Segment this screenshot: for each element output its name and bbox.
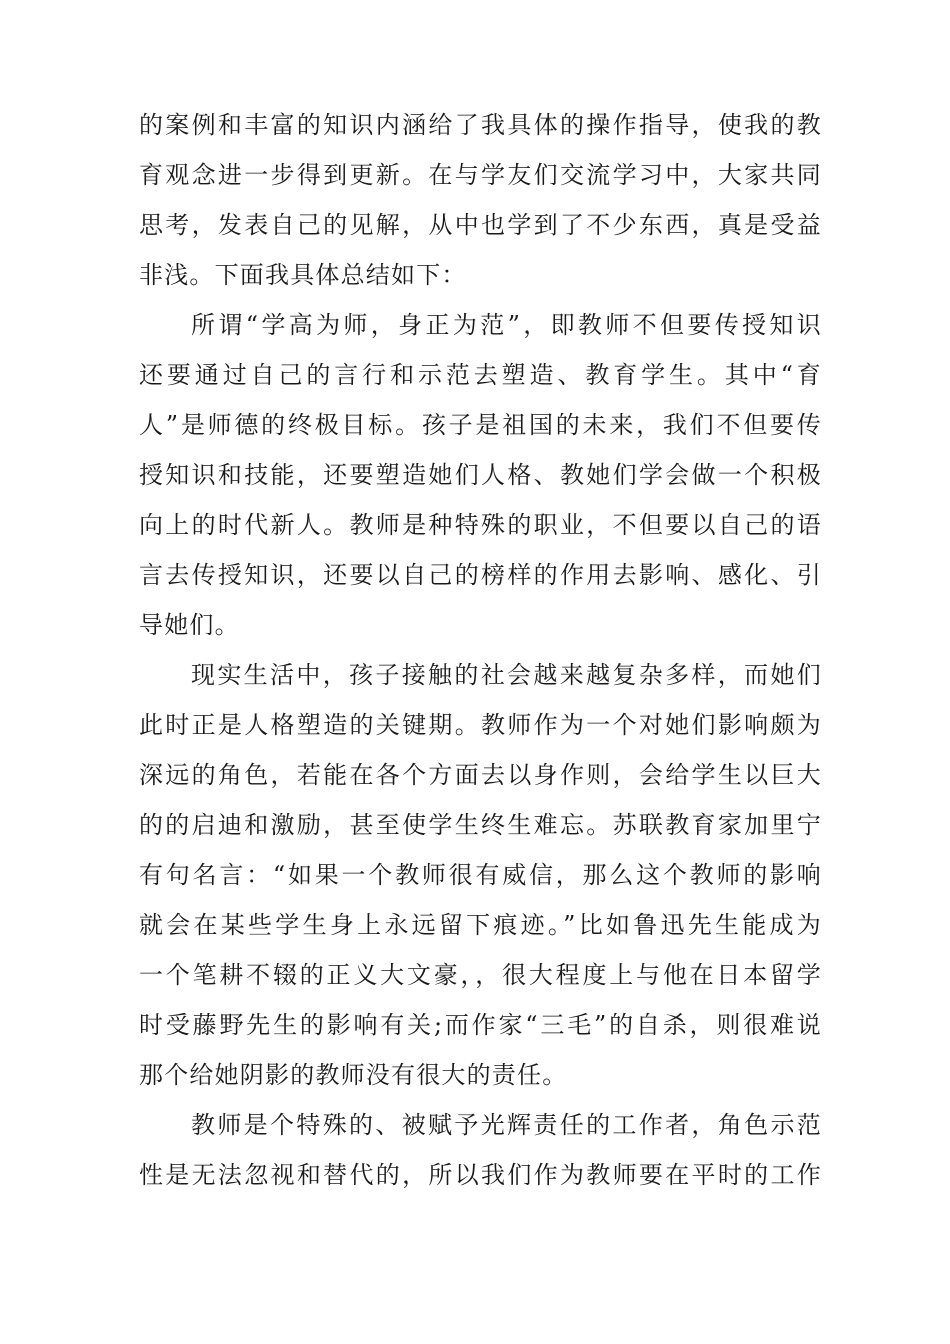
document-body — [139, 100, 822, 1200]
text-line: 的的启迪和激励，甚至使学生终生难忘。苏联教育家加里宁 — [139, 811, 822, 839]
text-line: 非浅。下面我具体总结如下： — [139, 261, 467, 289]
text-line: 还要通过自己的言行和示范去塑造、教育学生。其中“育 — [139, 361, 822, 389]
text-line: 授知识和技能，还要塑造她们人格、教她们学会做一个积极 — [139, 461, 822, 489]
text-line: 育观念进一步得到更新。在与学友们交流学习中，大家共同 — [139, 161, 822, 189]
text-line: 向上的时代新人。教师是种特殊的职业，不但要以自己的语 — [139, 511, 822, 539]
text-line: 思考，发表自己的见解，从中也学到了不少东西，真是受益 — [139, 211, 822, 239]
text-line: 人”是师德的终极目标。孩子是祖国的未来，我们不但要传 — [139, 411, 822, 439]
text-line: 现实生活中，孩子接触的社会越来越复杂多样，而她们 — [191, 661, 822, 689]
text-line: 此时正是人格塑造的关键期。教师作为一个对她们影响颇为 — [139, 711, 822, 739]
text-line: 时受藤野先生的影响有关;而作家“三毛”的自杀，则很难说 — [139, 1011, 822, 1039]
text-line: 性是无法忽视和替代的，所以我们作为教师要在平时的工作 — [139, 1161, 822, 1189]
text-line: 一个笔耕不辍的正义大文豪，，很大程度上与他在日本留学 — [139, 961, 822, 989]
text-line: 就会在某些学生身上永远留下痕迹。”比如鲁迅先生能成为 — [139, 911, 822, 939]
paragraph-3 — [139, 650, 822, 1100]
paragraph-2 — [139, 300, 822, 650]
paragraph-4 — [139, 1100, 822, 1200]
text-line: 的案例和丰富的知识内涵给了我具体的操作指导，使我的教 — [139, 111, 822, 139]
text-line: 言去传授知识，还要以自己的榜样的作用去影响、感化、引 — [139, 561, 822, 589]
text-line: 导她们。 — [139, 611, 240, 639]
text-line: 教师是个特殊的、被赋予光辉责任的工作者，角色示范 — [191, 1111, 822, 1139]
text-line: 那个给她阴影的教师没有很大的责任。 — [139, 1061, 568, 1089]
text-line: 深远的角色，若能在各个方面去以身作则，会给学生以巨大 — [139, 761, 822, 789]
text-line: 有句名言：“如果一个教师很有威信，那么这个教师的影响 — [139, 861, 822, 889]
text-line: 所谓“学高为师，身正为范”，即教师不但要传授知识 — [191, 311, 822, 339]
paragraph-1 — [139, 100, 822, 300]
